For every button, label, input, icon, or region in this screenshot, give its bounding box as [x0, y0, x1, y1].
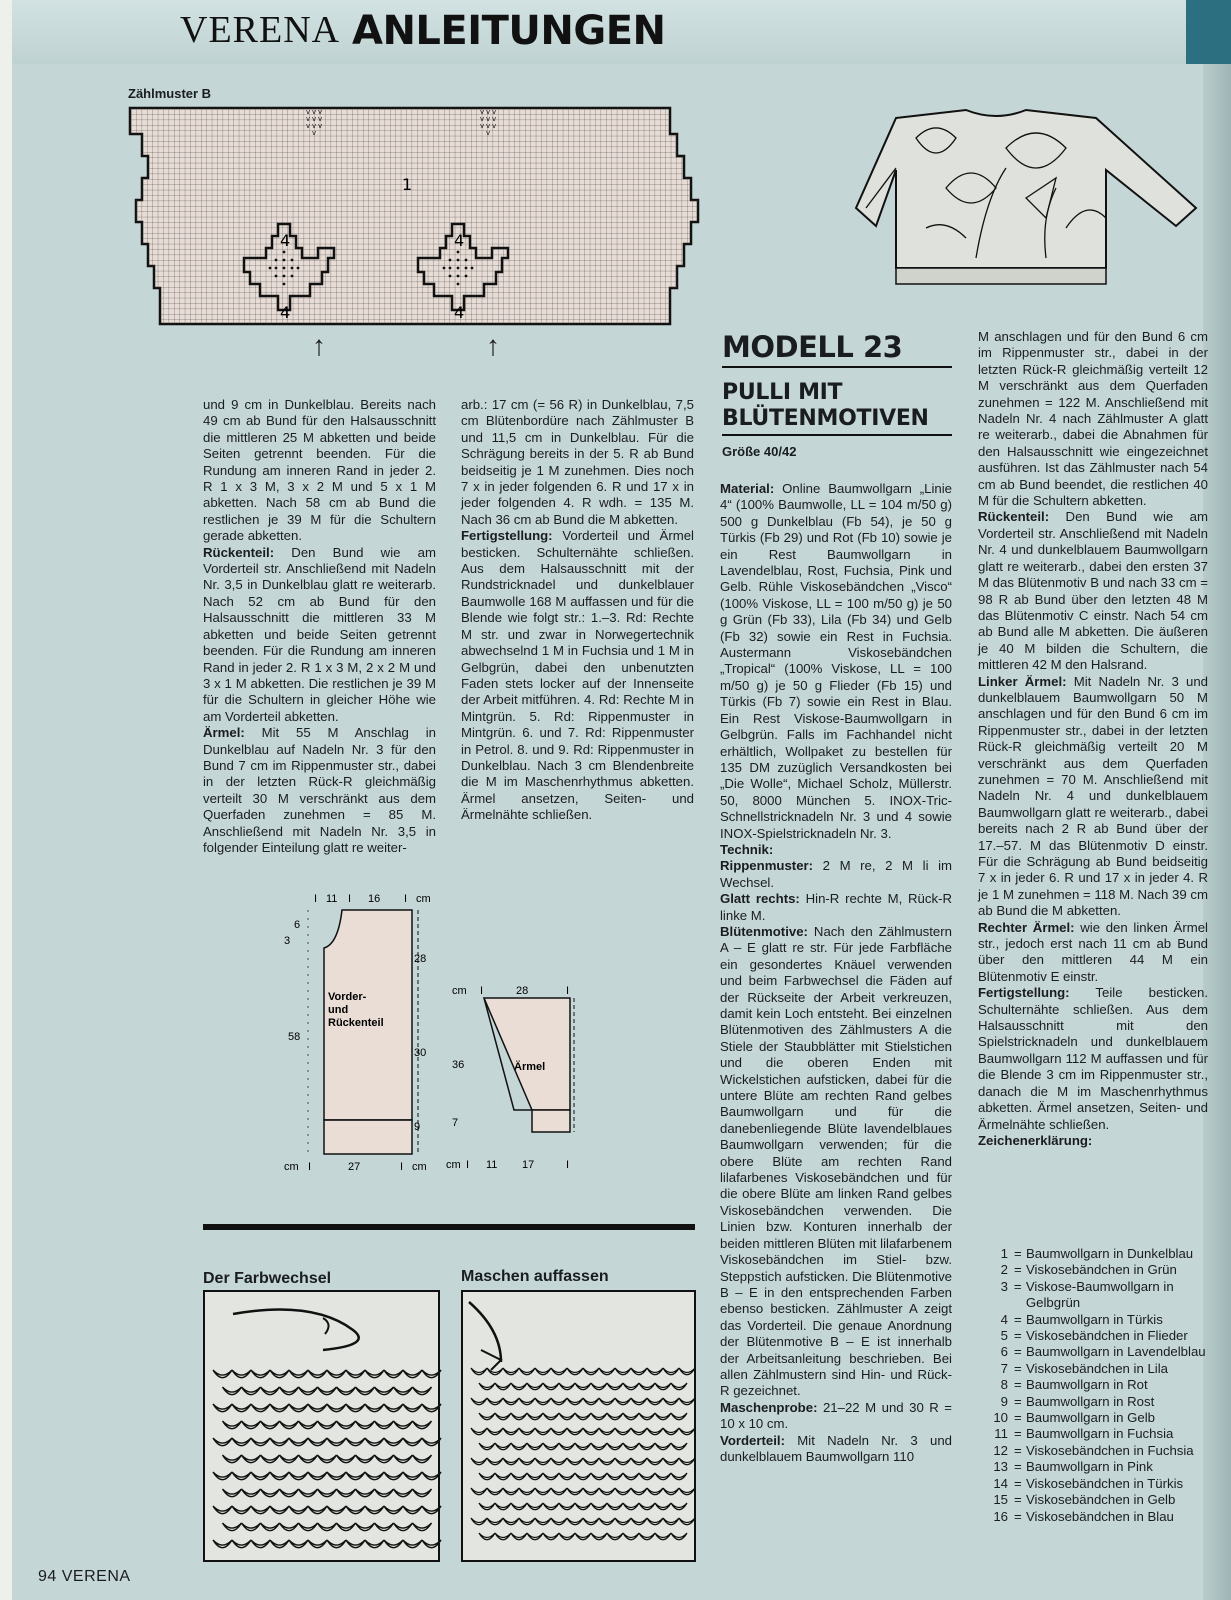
- page-edge: [0, 0, 12, 1600]
- paragraph-heading: Technik:: [720, 841, 774, 857]
- legend-text: Baumwollgarn in Gelb: [1026, 1410, 1156, 1426]
- paragraph: [978, 509, 1208, 673]
- section-divider: [203, 1224, 695, 1230]
- chart-symbol: v: [318, 115, 323, 123]
- legend-item: [978, 1394, 1231, 1410]
- body-right-30: 30: [414, 1047, 427, 1059]
- chart-symbol: v: [486, 115, 491, 123]
- paragraph: [720, 858, 952, 891]
- legend-equals: =: [1014, 1328, 1022, 1344]
- chart-symbol: v: [492, 115, 497, 123]
- legend-equals: =: [1014, 1246, 1022, 1261]
- legend-equals: =: [1014, 1459, 1022, 1475]
- body-bottom-27: 27: [348, 1161, 361, 1173]
- legend-number: 1: [1000, 1246, 1008, 1261]
- legend-number: 11: [994, 1426, 1008, 1442]
- sleeve-left-36: 36: [452, 1059, 465, 1071]
- chart-mark-4-left: 4: [280, 231, 291, 250]
- paragraph: [720, 924, 952, 1400]
- legend-item: [978, 1328, 1231, 1344]
- paragraph-heading: Ärmel:: [203, 725, 245, 741]
- paragraph-text: Mit Nadeln Nr. 3 und dunkelblauem Baumwollgarn 50 M anschlagen und für den Bund 6 cm im Rippenmuster str., dabei in der letzten Rück-R gleichmäßig verteilt 20 M verschränkt aus dem Querfaden zunehmen = 70 M. Anschließend mit Nadeln Nr. 4 und dunkelblauem Baumwollgarn glatt re weiterarb., dabei bereits nach 2 R ab Bund über der 17.–57. M das Blütenmotiv D einstr. Für die Schrägung ab Bund beidseitig 7 x in jeder 6. R und 17 x in jeder 4. R je 1 M zunehmen = 118 M. Nach 39 cm ab Bund die M abketten.: [978, 673, 1208, 919]
- chart-mark-4-right: 4: [454, 231, 465, 250]
- chart-dot: [457, 283, 460, 286]
- paragraph: [461, 528, 694, 823]
- model-subtitle: [722, 380, 952, 436]
- legend-item: [978, 1312, 1231, 1328]
- sleeve-label: Ärmel: [514, 1061, 546, 1073]
- svg-text:I: I: [466, 1159, 470, 1171]
- legend-item: [978, 1459, 1231, 1475]
- legend-equals: =: [1014, 1426, 1022, 1442]
- body-top-11: 11: [326, 893, 338, 905]
- model-title-block: [722, 330, 952, 459]
- column-2: [461, 397, 694, 824]
- chart-dot: [283, 267, 286, 270]
- legend-number: 13: [993, 1459, 1008, 1475]
- legend-number: 16: [993, 1508, 1008, 1524]
- chart-dot: [269, 267, 272, 270]
- chart-dot: [275, 275, 278, 278]
- paragraph-heading: Zeichenerklärung:: [978, 1132, 1093, 1148]
- svg-text:I: I: [308, 1161, 312, 1173]
- schema-body: [280, 893, 450, 1188]
- legend-item: [978, 1262, 1231, 1278]
- sleeve-bottom-cm: cm: [446, 1159, 461, 1171]
- legend-number: 14: [993, 1475, 1008, 1491]
- paragraph: [720, 891, 952, 924]
- legend-text: Viskosebändchen in Gelb: [1026, 1492, 1176, 1508]
- paragraph-text: Mit 55 M Anschlag in Dunkelblau auf Nadeln Nr. 3 für den Bund 7 cm im Rippenmuster str., dabei in der letzten Rück-R gleichmäßig verteilt 30 M verschränkt aus dem Querfaden zunehmen = 85 M. Anschließend mit Nadeln Nr. 3,5 in folgender Einteilung glatt re weiter-: [203, 725, 436, 855]
- paragraph-heading: Glatt rechts:: [720, 891, 800, 907]
- model-title: MODELL 23: [722, 330, 952, 368]
- legend-equals: =: [1014, 1492, 1022, 1508]
- paragraph-text: Nach den Zählmustern A – E glatt re str. Für jede Farbfläche ein gesondertes Knäuel verwenden und beim Farbwechsel die Fäden auf der Rückseite der Arbeit verkreuzen, damit kein Loch entsteht. Bei einzelnen Blütenmotiven des Zählmusters A die Stiele der Staubblätter mit Stielstichen und die oberen Enden mit Wickelstichen aufsticken, dabei für die untere Blüte am rechten Rand gelbes Baumwollgarn und für die danebenliegende Blüte lavendelblaues Baumwollgarn verwenden; für die obere Blüte am rechten Rand lilafarbenes Viskosebändchen und für die obere Blüte am linken Rand gelbes Viskosebändchen verwenden. Die Linien bzw. Konturen innerhalb der beiden mittleren Blüten mit lilafarbenem Viskosebändchen im Stiel- bzw. Steppstich aufsticken. Die Blütenmotive B – E in den entsprechenden Farben ebenso besticken. Zählmuster A zeigt das Vorderteil. Die genaue Anordnung der Blütenmotive B – E ist innerhalb der Arbeitsanleitung beschrieben. Bei allen Zählmustern sind Hin- und Rück-R gezeichnet.: [720, 923, 952, 1399]
- legend-text: Viskosebändchen in Lila: [1026, 1360, 1168, 1376]
- legend-text: Viskosebändchen in Türkis: [1026, 1475, 1184, 1491]
- chart-dot: [449, 259, 452, 262]
- body-top-16: 16: [368, 893, 381, 905]
- chart-dot: [443, 267, 446, 270]
- sleeve-bottom-17: 17: [522, 1159, 535, 1171]
- schema-sleeve: [446, 984, 592, 1184]
- column-3: [720, 481, 952, 1465]
- paragraph-text: 21–22 M und 30 R = 10 x 10 cm.: [720, 1399, 952, 1432]
- sleeve-top-28: 28: [516, 985, 529, 997]
- body-top-tick-3: I: [404, 893, 408, 905]
- chart-dot: [457, 259, 460, 262]
- counting-chart-b: [120, 98, 705, 338]
- paragraph-heading: Rechter Ärmel:: [978, 919, 1075, 935]
- body-label-2: und: [328, 1004, 349, 1016]
- paragraph-text: Hin-R rechte M, Rück-R linke M.: [720, 891, 952, 923]
- legend-equals: =: [1014, 1377, 1022, 1393]
- paragraph-text: Mit Nadeln Nr. 3 und dunkelblauem Baumwollgarn 110: [720, 1432, 952, 1464]
- paragraph: arb.: 17 cm (= 56 R) in Dunkelblau, 7,5 cm Blütenbordüre nach Zählmuster B und 11,5 cm in Dunkelblau. Für die Schrägung bereits in der 5. R ab Bund beidseitig je 1 M zunehmen. Dies noch 7 x in jeder folgenden 6. R und 17 x in jeder folgenden 4. R wdh. = 135 M. Nach 36 cm ab Bund die M abketten.: [461, 397, 694, 527]
- legend-text: Viskosebändchen in Flieder: [1026, 1328, 1188, 1344]
- body-label-3: Rückenteil: [328, 1017, 384, 1029]
- legend-item: [978, 1279, 1231, 1312]
- chart-symbol: v: [492, 108, 497, 116]
- chart-mark-4-bottom-right: 4: [454, 303, 465, 322]
- paragraph-heading: Rückenteil:: [203, 544, 275, 560]
- chart-dot: [471, 267, 474, 270]
- legend-equals: =: [1014, 1393, 1022, 1409]
- paragraph: [720, 481, 952, 842]
- legend-item: [978, 1410, 1231, 1426]
- chart-dot: [297, 267, 300, 270]
- chart-symbol: v: [480, 115, 485, 123]
- legend-item: [978, 1426, 1231, 1442]
- chart-title: Zählmuster B: [128, 86, 212, 101]
- chart-dot: [465, 267, 468, 270]
- paragraph-heading: Fertigstellung:: [978, 985, 1070, 1001]
- chart-dot: [449, 267, 452, 270]
- legend-text: Baumwollgarn in Fuchsia: [1026, 1426, 1174, 1442]
- paragraph-text: Vorderteil und Ärmel besticken. Schulternähte schließen. Aus dem Halsausschnitt mit der Rundstricknadel und dunkelblauer Baumwolle 168 M auffassen und für die Blende wie folgt str.: 1.–3. Rd: Rechte M str. und zwar in Norwegertechnik abwechselnd 1 M in Fuchsia und 1 M in Gelbgrün, dabei den unbenutzten Faden stets locker auf der Innenseite der Arbeit mitführen. 4. Rd: Rechte M in Mintgrün. 5. Rd: Rippenmuster in Mintgrün. 6. und 7. Rd: Rippenmuster in Petrol. 8. und 9. Rd: Rippenmuster in Dunkelblau. Nach 3 cm Blendenbreite die M im Maschenrhythmus abketten. Ärmel ansetzen, Seiten- und Ärmelnähte schließen.: [461, 528, 694, 823]
- paragraph: [203, 725, 436, 856]
- body-top-cm: cm: [416, 893, 431, 905]
- chart-dot: [283, 259, 286, 262]
- legend-item: [978, 1361, 1231, 1377]
- legend-text: Baumwollgarn in Dunkelblau: [1026, 1246, 1194, 1261]
- legend-text: Baumwollgarn in Rost: [1026, 1393, 1155, 1409]
- legend-number: 3: [1000, 1278, 1008, 1294]
- chart-dot: [275, 267, 278, 270]
- paragraph: [978, 674, 1208, 920]
- chart-symbol: v: [318, 122, 323, 130]
- body-top-tick: I: [314, 893, 318, 905]
- chart-symbol: v: [312, 115, 317, 123]
- paragraph-text: 2 M re, 2 M li im Wechsel.: [720, 858, 952, 890]
- chart-symbol: v: [486, 108, 491, 116]
- body-left-58: 58: [288, 1031, 301, 1043]
- chart-mark-4-bottom-left: 4: [280, 303, 291, 322]
- subtitle-line-1: PULLI MIT: [722, 380, 843, 405]
- svg-text:I: I: [400, 1161, 404, 1173]
- sleeve-bottom-11: 11: [486, 1159, 498, 1171]
- body-bottom-cm: cm: [284, 1161, 299, 1173]
- paragraph-text: Online Baumwollgarn „Linie 4“ (100% Baumwolle, LL = 104 m/50 g) 500 g Dunkelblau (Fb 54), je 50 g Türkis (Fb 29) und Rot (Fb 10) sowie je ein Rest Baumwollgarn in Lavendelblau, Rost, Fuchsia, Pink und Gelb. Rühle Viskosebändchen „Visco“ (100% Viskose, LL = 100 m/50 g) je 50 g Grün (Fb 33), Lila (Fb 34) und Gelb (Fb 32) sowie ein Rest in Fuchsia. Austermann Viskosebändchen „Tropical“ (100% Viskose, LL = 100 m/50 g) je 50 g Flieder (Fb 15) und Türkis (Fb 7) sowie ein Rest in Blau. Ein Rest Viskose-Baumwollgarn in Gelbgrün. Falls im Fachhandel nicht erhältlich, Wollpaket zu bestellen für 135 DM zuzüglich Versandkosten bei „Die Wolle“, Michael Scholz, Müllerstr. 50, 8000 München 5. INOX-Tric-Schnellstricknadeln Nr. 3 und 4 sowie INOX-Spielstricknadeln Nr. 3.: [720, 481, 952, 841]
- paragraph: [720, 842, 952, 858]
- subtitle-line-2: BLÜTENMOTIVEN: [722, 406, 929, 431]
- legend-number: 6: [1000, 1344, 1008, 1360]
- chart-symbol: v: [306, 122, 311, 130]
- paragraph-heading: Rückenteil:: [978, 509, 1050, 525]
- legend-item: [978, 1377, 1231, 1393]
- paragraph: [978, 985, 1208, 1133]
- svg-text:I: I: [480, 985, 484, 997]
- body-right-9: 9: [414, 1121, 421, 1133]
- chart-dot: [465, 259, 468, 262]
- legend-item: [978, 1246, 1231, 1262]
- legend-text: Baumwollgarn in Lavendelblau: [1026, 1344, 1206, 1360]
- paragraph-text: Den Bund wie am Vorderteil str. Anschließend mit Nadeln Nr. 4 und dunkelblauem Baumwollgarn glatt re weiterarb., dabei den ersten 37 M das Blütenmotiv B und nach 33 cm = 98 R ab Bund über den letzten 48 M das Blütenmotiv C einstr. Nach 54 cm ab Bund alle M abketten. Die äußeren je 40 M bilden die Schultern, die mittleren 42 M den Halsrand.: [978, 509, 1208, 673]
- legend-equals: =: [1014, 1360, 1022, 1376]
- svg-text:I: I: [566, 1159, 570, 1171]
- legend-item: [978, 1509, 1231, 1525]
- legend-number: 2: [1000, 1262, 1008, 1278]
- legend-number: 12: [993, 1442, 1008, 1458]
- section-title: ANLEITUNGEN: [352, 8, 666, 54]
- chart-dot: [275, 259, 278, 262]
- chart-symbol: v: [486, 129, 491, 137]
- body-left-6: 6: [294, 919, 301, 931]
- paragraph-heading: Maschenprobe:: [720, 1399, 818, 1415]
- body-right-28: 28: [414, 953, 427, 965]
- legend-equals: =: [1014, 1475, 1022, 1491]
- chart-symbol: v: [318, 108, 323, 116]
- page-footer: 94 VERENA: [38, 1568, 131, 1585]
- paragraph: [720, 1433, 952, 1466]
- body-top-tick-2: I: [348, 893, 352, 905]
- chart-dot: [457, 275, 460, 278]
- legend-text: Viskosebändchen in Fuchsia: [1026, 1442, 1194, 1458]
- legend-equals: =: [1014, 1442, 1022, 1458]
- legend-item: [978, 1344, 1231, 1360]
- brand-name: VERENA: [180, 9, 341, 51]
- paragraph-text: Teile besticken. Schulternähte schließen. Aus dem Halsausschnitt mit den Spielstricknadeln und dunkelblauem Baumwollgarn 112 M auffassen und für die Blende 3 cm im Rippenmuster str., danach die M im Maschenrhythmus abketten. Ärmel ansetzen, Seiten- und Ärmelnähte schließen.: [978, 985, 1208, 1132]
- paragraph-heading: Linker Ärmel:: [978, 673, 1067, 689]
- body-bottom-cm-2: cm: [412, 1161, 427, 1173]
- sleeve-top-cm: cm: [452, 985, 467, 997]
- chart-dot: [291, 267, 294, 270]
- illustration-pick-up-stitches: [461, 1290, 696, 1562]
- chart-symbol: v: [480, 108, 485, 116]
- illustration-left-title: Der Farbwechsel: [203, 1270, 332, 1287]
- legend-text: Viskosebändchen in Blau: [1026, 1508, 1174, 1524]
- illustration-right-title: Maschen auffassen: [461, 1268, 609, 1285]
- sweater-sketch: [856, 108, 1201, 288]
- header-accent: [1186, 0, 1231, 64]
- center-arrow-right: ↑: [486, 330, 500, 361]
- legend: [978, 1246, 1231, 1525]
- body-left-3: 3: [284, 935, 291, 947]
- chart-symbol: v: [306, 115, 311, 123]
- paragraph-heading: Material:: [720, 481, 775, 496]
- chart-symbol: v: [312, 108, 317, 116]
- legend-equals: =: [1014, 1262, 1022, 1278]
- paragraph-text: wie den linken Ärmel str., jedoch erst nach 11 cm ab Bund über den mittleren 44 M ein Blütenmotiv E einstr.: [978, 919, 1208, 984]
- legend-number: 7: [1000, 1360, 1008, 1376]
- legend-equals: =: [1014, 1410, 1022, 1426]
- legend-number: 15: [993, 1492, 1008, 1508]
- legend-item: [978, 1443, 1231, 1459]
- legend-equals: =: [1014, 1508, 1022, 1524]
- model-size: Größe 40/42: [722, 444, 797, 459]
- legend-text: Baumwollgarn in Pink: [1026, 1459, 1153, 1475]
- sleeve-left-7: 7: [452, 1117, 459, 1129]
- legend-equals: =: [1014, 1344, 1022, 1360]
- chart-mark-1: 1: [402, 175, 413, 194]
- chart-dot: [291, 259, 294, 262]
- paragraph: [978, 1133, 1208, 1149]
- column-1: [203, 397, 436, 856]
- legend-equals: =: [1013, 1278, 1022, 1294]
- legend-text: Viskose-Baumwollgarn in Gelbgrün: [1025, 1278, 1174, 1311]
- paragraph: und 9 cm in Dunkelblau. Bereits nach 49 cm ab Bund für den Halsausschnitt die mittleren 25 M abketten und beide Seiten getrennt beenden. Für die Rundung am inneren Rand in jeder 2. R 1 x 3 M, 3 x 2 M und 5 x 1 M abketten. Nach 58 cm ab Bund die restlichen je 39 M für die Schultern gerade abketten.: [203, 397, 436, 544]
- legend-number: 9: [1000, 1393, 1008, 1409]
- chart-symbol: v: [306, 108, 311, 116]
- paragraph-heading: Fertigstellung:: [461, 528, 553, 544]
- paragraph-heading: Rippenmuster:: [720, 858, 814, 874]
- legend-item: [978, 1492, 1231, 1508]
- chart-dot: [283, 275, 286, 278]
- chart-dot: [449, 275, 452, 278]
- chart-symbol: v: [480, 122, 485, 130]
- illustration-colorwork: [203, 1290, 440, 1562]
- chart-dot: [283, 283, 286, 286]
- column-4: [978, 329, 1208, 1149]
- legend-equals: =: [1014, 1311, 1022, 1327]
- chart-dot: [291, 275, 294, 278]
- paragraph: M anschlagen und für den Bund 6 cm im Rippenmuster str., dabei in der letzten Rück-R gleichmäßig verteilt 12 M verschränkt aus dem Querfaden zunehmen = 122 M. Anschließend mit Nadeln Nr. 4 nach Zählmuster A glatt re weiterarb., dabei die Abnahmen für den Halsausschnitt wie eingezeichnet ausführen. Ist das Zählmuster nach 54 cm ab Bund beendet, die restlichen 40 M für die Schultern abketten.: [978, 329, 1208, 509]
- svg-text:I: I: [566, 985, 570, 997]
- chart-dot: [457, 267, 460, 270]
- legend-number: 5: [1000, 1328, 1008, 1344]
- legend-text: Viskosebändchen in Grün: [1026, 1262, 1177, 1278]
- paragraph: [720, 1400, 952, 1433]
- legend-number: 10: [993, 1410, 1008, 1426]
- chart-dot: [465, 275, 468, 278]
- paragraph: [203, 545, 436, 725]
- paragraph-heading: Blütenmotive:: [720, 923, 808, 939]
- chart-symbol: v: [492, 122, 497, 130]
- legend-number: 8: [1000, 1377, 1008, 1393]
- body-label-1: Vorder-: [328, 991, 367, 1003]
- chart-symbol: v: [312, 122, 317, 130]
- chart-symbol: v: [312, 129, 317, 137]
- legend-text: Baumwollgarn in Rot: [1026, 1377, 1148, 1393]
- chart-dot: [283, 251, 286, 254]
- chart-dot: [457, 251, 460, 254]
- legend-item: [978, 1476, 1231, 1492]
- paragraph-text: Den Bund wie am Vorderteil str. Anschließend mit Nadeln Nr. 3,5 in Dunkelblau glatt re weiterarb. Nach 52 cm ab Bund für den Halsausschnitt die mittleren 33 M abketten und beide Seiten getrennt beenden. Für die Rundung am inneren Rand in jeder 2. R 1 x 3 M, 2 x 2 M und 3 x 1 M abketten. Die restlichen je 39 M für die Schultern in gleicher Höhe wie am Vorderteil abketten.: [203, 544, 436, 724]
- chart-symbol: v: [486, 122, 491, 130]
- legend-text: Baumwollgarn in Türkis: [1026, 1311, 1163, 1327]
- paragraph-heading: Vorderteil:: [720, 1432, 785, 1448]
- center-arrow-left: ↑: [312, 330, 326, 361]
- legend-number: 4: [1000, 1311, 1008, 1327]
- paragraph: [978, 920, 1208, 986]
